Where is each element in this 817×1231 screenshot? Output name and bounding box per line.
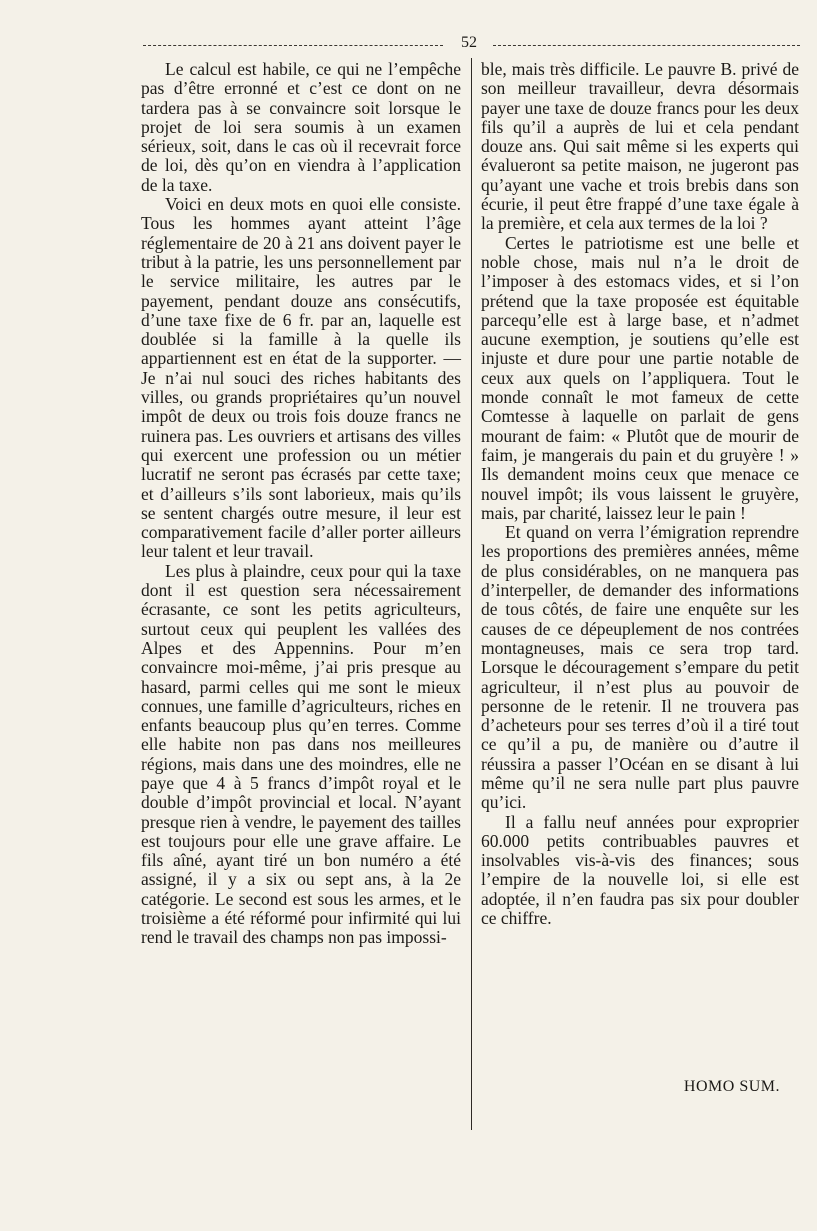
paragraph: Le calcul est habile, ce qui ne l’empêche pas d’être erronné et c’est ce dont on ne tardera pas à se convaincre soit lorsque le projet de loi sera soumis à un examen sérieux, soit, dans le cas où il recevrait force de loi, dès qu’on en viendra à l’application de la taxe. xyxy=(141,59,461,195)
right-column xyxy=(481,60,799,928)
page-number: 52 xyxy=(461,34,477,51)
column-divider xyxy=(471,58,472,1130)
header-rule-left xyxy=(143,45,443,46)
author-signature: HOMO SUM. xyxy=(683,1078,780,1095)
paragraph: Et quand on verra l’émigration reprendre les proportions des premières années, même de plus considérables, on ne manquera pas d’interpeller, de demander des informations de tous côtés, de faire une enquête sur les causes de ce dépeuplement de nos contrées montagneuses, mais ce sera trop tard. Lorsque le découragement s’empare du petit agriculteur, il n’est plus au pouvoir de personne de le retenir. Il ne trouvera pas d’acheteurs pour ses terres d’où il a tiré tout ce qu’il a pu, de manière ou d’autre il réussira a passer l’Océan en se disant à lui même qu’il ne sera nulle part plus pauvre qu’ici. xyxy=(481,522,799,813)
paragraph: Voici en deux mots en quoi elle consiste. Tous les hommes ayant atteint l’âge réglementaire de 20 à 21 ans doivent payer le tribut à la patrie, les uns personnellement par le service militaire, les autres par le payement, pendant douze ans consécutifs, d’une taxe fixe de 6 fr. par an, laquelle est doublée si la famille à la quelle ils appartiennent est en état de la supporter. — Je n’ai nul souci des riches habitants des villes, ou grands propriétaires qu’un nouvel impôt de deux ou trois fois douze francs ne ruinera pas. Les ouvriers et artisans des villes qui exercent une profession ou un métier lucratif ne seront pas écrasés par cette taxe; et d’ailleurs s’ils sont laborieux, mais qu’ils se sentent chargés outre mesure, il leur est comparativement facile d’aller porter ailleurs leur talent et leur travail. xyxy=(141,194,461,562)
left-column xyxy=(141,60,461,948)
paragraph: Les plus à plaindre, ceux pour qui la taxe dont il est question sera nécessairement écrasante, ce sont les petits agriculteurs, surtout ceux qui peuplent les vallées des Alpes et des Appennins. Pour m’en convaincre moi-même, j’ai pris presque au hasard, parmi celles qui me sont le mieux connues, une famille d’agriculteurs, riches en enfants beaucoup plus qu’en terres. Comme elle habite non pas dans nos meilleures régions, mais dans une des moindres, elle ne paye que 4 à 5 francs d’impôt royal et le double d’impôt provincial et local. N’ayant presque rien à vendre, le payement des tailles est toujours pour elle une grave affaire. Le fils aîné, ayant tiré un bon numéro a été assigné, il y a six ou sept ans, à la 2e catégorie. Le second est sous les armes, et le troisième a été réformé pour infirmité qui lui rend le travail des champs non pas impossi- xyxy=(141,560,461,948)
page-header xyxy=(143,34,800,54)
paragraph-continued: ble, mais très difficile. Le pauvre B. privé de son meilleur travailleur, devra désormais payer une taxe de douze francs pour les deux fils qu’il a auprès de lui et cela pendant douze ans. Qui sait même si les experts qui évalueront sa petite maison, ne jugeront pas qu’ayant une vache et trois brebis dans son écurie, il peut être frappé d’une taxe égale à la première, et cela aux termes de la loi ? xyxy=(481,59,799,234)
header-rule-right xyxy=(493,45,800,46)
paragraph: Il a fallu neuf années pour exproprier 60.000 petits contribuables pauvres et insolvables vis-à-vis des finances; sous l’empire de la nouvelle loi, si elle est adoptée, il n’en faudra pas six pour doubler ce chiffre. xyxy=(481,811,799,929)
paragraph: Certes le patriotisme est une belle et noble chose, mais nul n’a le droit de l’imposer à des estomacs vides, et si l’on prétend que la taxe proposée est équitable parcequ’elle est à large base, et n’admet aucune exemption, je soutiens qu’elle est injuste et dure pour une partie notable de ceux aux quels on l’appliquera. Tout le monde connaît le mot fameux de cette Comtesse à laquelle on parlait de gens mourant de faim: « Plutôt que de mourir de faim, je mangerais du pain et du gruyère ! » Ils demandent moins ceux que menace ce nouvel impôt; ils vous laissent le gruyère, mais, par charité, laissez leur le pain ! xyxy=(481,232,799,523)
